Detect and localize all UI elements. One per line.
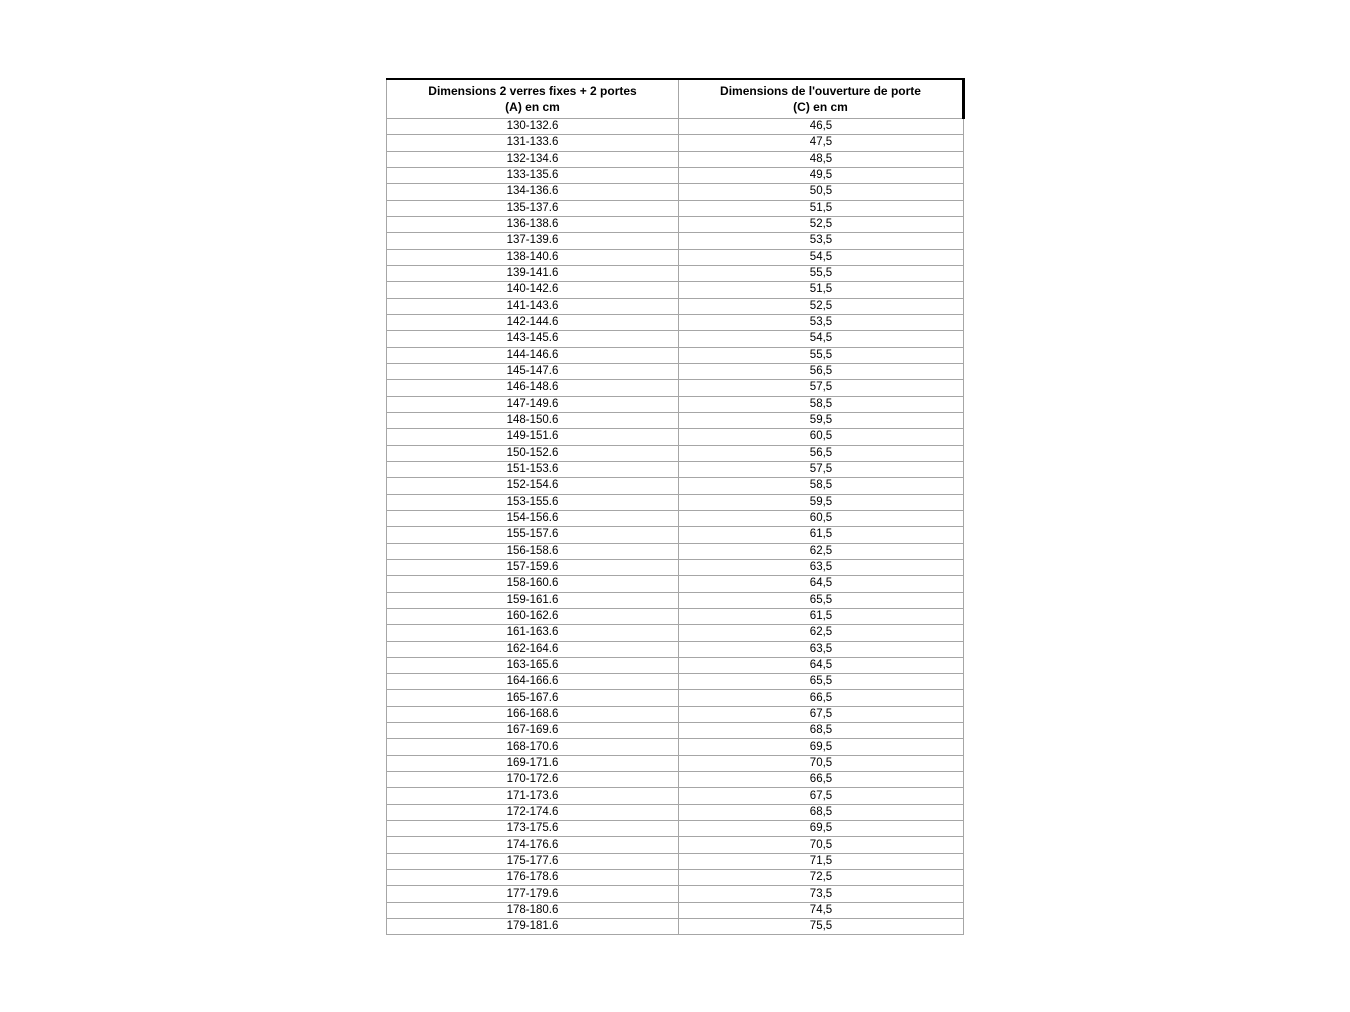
cell-dim-c: 55,5 [679,347,964,363]
cell-dim-c: 75,5 [679,919,964,935]
cell-dim-c: 54,5 [679,249,964,265]
cell-dim-c: 65,5 [679,674,964,690]
cell-dim-a: 168-170.6 [387,739,679,755]
table-row [387,608,964,624]
table-row [387,380,964,396]
cell-dim-a: 176-178.6 [387,870,679,886]
cell-dim-a: 170-172.6 [387,772,679,788]
table-row [387,804,964,820]
cell-dim-c: 58,5 [679,396,964,412]
table-row [387,119,964,135]
table-row [387,821,964,837]
cell-dim-a: 149-151.6 [387,429,679,445]
table-row [387,706,964,722]
cell-dim-c: 61,5 [679,527,964,543]
cell-dim-c: 60,5 [679,429,964,445]
cell-dim-a: 157-159.6 [387,559,679,575]
cell-dim-a: 171-173.6 [387,788,679,804]
cell-dim-a: 132-134.6 [387,151,679,167]
cell-dim-c: 53,5 [679,314,964,330]
cell-dim-a: 131-133.6 [387,135,679,151]
table-row [387,216,964,232]
cell-dim-a: 162-164.6 [387,641,679,657]
table-row [387,461,964,477]
cell-dim-a: 167-169.6 [387,723,679,739]
cell-dim-c: 61,5 [679,608,964,624]
cell-dim-a: 153-155.6 [387,494,679,510]
cell-dim-c: 60,5 [679,510,964,526]
cell-dim-c: 55,5 [679,265,964,281]
cell-dim-c: 64,5 [679,576,964,592]
cell-dim-c: 57,5 [679,461,964,477]
cell-dim-c: 63,5 [679,559,964,575]
cell-dim-c: 65,5 [679,592,964,608]
cell-dim-c: 57,5 [679,380,964,396]
cell-dim-a: 139-141.6 [387,265,679,281]
cell-dim-c: 46,5 [679,119,964,135]
cell-dim-c: 74,5 [679,902,964,918]
cell-dim-c: 59,5 [679,494,964,510]
table-row [387,298,964,314]
table-row [387,559,964,575]
table-row [387,755,964,771]
table-row [387,739,964,755]
cell-dim-c: 71,5 [679,853,964,869]
cell-dim-c: 49,5 [679,167,964,183]
table-row [387,690,964,706]
cell-dim-a: 148-150.6 [387,412,679,428]
table-header-row [387,79,964,119]
cell-dim-c: 73,5 [679,886,964,902]
table-row [387,788,964,804]
table-row [387,249,964,265]
cell-dim-c: 69,5 [679,821,964,837]
cell-dim-a: 135-137.6 [387,200,679,216]
cell-dim-c: 72,5 [679,870,964,886]
cell-dim-a: 133-135.6 [387,167,679,183]
cell-dim-a: 178-180.6 [387,902,679,918]
cell-dim-a: 138-140.6 [387,249,679,265]
cell-dim-a: 140-142.6 [387,282,679,298]
table-row [387,494,964,510]
cell-dim-a: 145-147.6 [387,363,679,379]
cell-dim-c: 66,5 [679,690,964,706]
cell-dim-c: 51,5 [679,200,964,216]
cell-dim-c: 67,5 [679,706,964,722]
cell-dim-a: 152-154.6 [387,478,679,494]
table-row [387,886,964,902]
table-row [387,135,964,151]
table-row [387,167,964,183]
cell-dim-a: 165-167.6 [387,690,679,706]
cell-dim-a: 156-158.6 [387,543,679,559]
table-row [387,870,964,886]
table-row [387,282,964,298]
cell-dim-a: 130-132.6 [387,119,679,135]
cell-dim-c: 70,5 [679,755,964,771]
table-row [387,200,964,216]
cell-dim-a: 141-143.6 [387,298,679,314]
cell-dim-c: 59,5 [679,412,964,428]
cell-dim-a: 144-146.6 [387,347,679,363]
cell-dim-c: 67,5 [679,788,964,804]
cell-dim-a: 166-168.6 [387,706,679,722]
cell-dim-c: 56,5 [679,363,964,379]
table-row [387,625,964,641]
cell-dim-a: 160-162.6 [387,608,679,624]
cell-dim-a: 142-144.6 [387,314,679,330]
table-row [387,576,964,592]
header-dimensions-c [679,79,964,119]
table-row [387,657,964,673]
table-row [387,445,964,461]
cell-dim-a: 173-175.6 [387,821,679,837]
cell-dim-a: 136-138.6 [387,216,679,232]
dimensions-table [386,78,965,935]
table-row [387,184,964,200]
cell-dim-a: 163-165.6 [387,657,679,673]
cell-dim-a: 174-176.6 [387,837,679,853]
table-row [387,429,964,445]
table-row [387,592,964,608]
cell-dim-a: 146-148.6 [387,380,679,396]
header-dimensions-a-line2: (A) en cm [505,100,560,114]
cell-dim-a: 164-166.6 [387,674,679,690]
cell-dim-c: 52,5 [679,298,964,314]
cell-dim-c: 47,5 [679,135,964,151]
table-row [387,363,964,379]
table-row [387,723,964,739]
cell-dim-a: 169-171.6 [387,755,679,771]
cell-dim-c: 62,5 [679,543,964,559]
cell-dim-a: 161-163.6 [387,625,679,641]
cell-dim-a: 158-160.6 [387,576,679,592]
cell-dim-c: 48,5 [679,151,964,167]
table-row [387,396,964,412]
cell-dim-c: 66,5 [679,772,964,788]
cell-dim-a: 155-157.6 [387,527,679,543]
table-row [387,314,964,330]
cell-dim-c: 70,5 [679,837,964,853]
table-row [387,853,964,869]
table-row [387,331,964,347]
cell-dim-a: 154-156.6 [387,510,679,526]
cell-dim-a: 137-139.6 [387,233,679,249]
cell-dim-c: 64,5 [679,657,964,673]
header-dimensions-c-line1: Dimensions de l'ouverture de porte [720,84,921,98]
table-row [387,543,964,559]
table-row [387,265,964,281]
cell-dim-c: 68,5 [679,723,964,739]
table-row [387,233,964,249]
header-dimensions-a [387,79,679,119]
cell-dim-a: 179-181.6 [387,919,679,935]
cell-dim-a: 143-145.6 [387,331,679,347]
cell-dim-c: 56,5 [679,445,964,461]
table-row [387,510,964,526]
cell-dim-c: 53,5 [679,233,964,249]
header-dimensions-c-line2: (C) en cm [793,100,848,114]
cell-dim-a: 151-153.6 [387,461,679,477]
cell-dim-c: 63,5 [679,641,964,657]
cell-dim-a: 147-149.6 [387,396,679,412]
header-dimensions-a-line1: Dimensions 2 verres fixes + 2 portes [428,84,637,98]
table-row [387,412,964,428]
table-row [387,837,964,853]
cell-dim-a: 134-136.6 [387,184,679,200]
cell-dim-a: 172-174.6 [387,804,679,820]
cell-dim-a: 177-179.6 [387,886,679,902]
cell-dim-c: 52,5 [679,216,964,232]
cell-dim-c: 51,5 [679,282,964,298]
cell-dim-c: 54,5 [679,331,964,347]
cell-dim-c: 50,5 [679,184,964,200]
table-row [387,902,964,918]
table-row [387,919,964,935]
table-row [387,527,964,543]
cell-dim-a: 175-177.6 [387,853,679,869]
table-body [387,119,964,935]
table-row [387,674,964,690]
table-row [387,478,964,494]
cell-dim-c: 68,5 [679,804,964,820]
table-row [387,151,964,167]
table-row [387,772,964,788]
table-row [387,347,964,363]
table-row [387,641,964,657]
cell-dim-a: 150-152.6 [387,445,679,461]
cell-dim-c: 58,5 [679,478,964,494]
cell-dim-c: 69,5 [679,739,964,755]
cell-dim-a: 159-161.6 [387,592,679,608]
cell-dim-c: 62,5 [679,625,964,641]
